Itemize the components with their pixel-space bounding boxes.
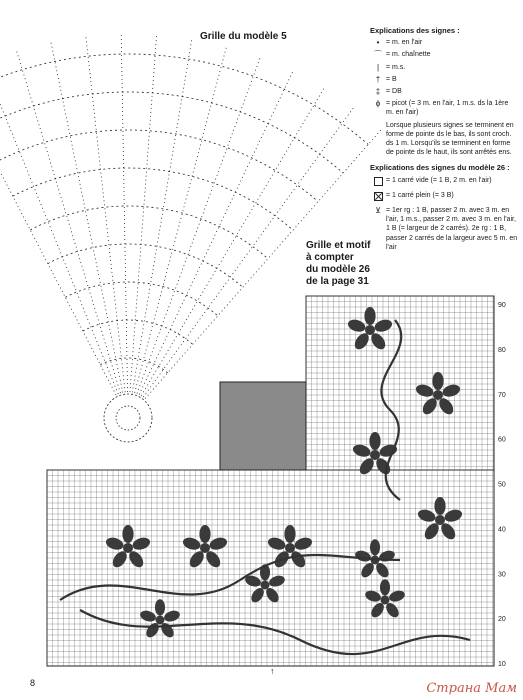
scale-label: 90 bbox=[498, 302, 506, 309]
legend-note: Lorsque plusieurs signes se terminent en forme de pointe ds le bas, ils sont croch. ds 1 m. Lorsqu'ils se terminent en forme de pointe ds le haut, ils sont arrêtés ens. bbox=[386, 121, 514, 157]
scale-label: 30 bbox=[498, 571, 506, 579]
model5-title: Grille du modèle 5 bbox=[200, 31, 287, 42]
scale-label: 50 bbox=[498, 481, 506, 489]
bar-icon: | bbox=[376, 62, 380, 72]
legend-header: Explications des signes : bbox=[370, 26, 460, 35]
legend-text: = B bbox=[386, 75, 397, 83]
watermark-logo: Страна Мам bbox=[426, 681, 517, 696]
scale-label: 20 bbox=[498, 616, 506, 624]
legend-text: = picot (= 3 m. en l'air, 1 m.s. ds la 1ère m. en l'air) bbox=[386, 100, 509, 117]
picot-icon: ϕ bbox=[375, 99, 381, 109]
grille26-line: de la page 31 bbox=[306, 276, 369, 287]
legend-text: = m.s. bbox=[386, 63, 406, 71]
dot-icon: • bbox=[376, 38, 380, 48]
scale-label: 60 bbox=[498, 436, 506, 444]
grille26-line: à compter bbox=[306, 252, 354, 263]
double-treble-icon: ‡ bbox=[375, 87, 381, 97]
scale-label: 10 bbox=[498, 661, 506, 668]
row-scale bbox=[498, 302, 506, 668]
filet-grid bbox=[47, 296, 494, 666]
scale-label: 40 bbox=[498, 526, 506, 534]
treble-icon: † bbox=[375, 74, 381, 84]
grille26-line: du modèle 26 bbox=[306, 264, 370, 275]
grille26-line: Grille et motif bbox=[306, 240, 371, 251]
legend-text: = DB bbox=[386, 88, 402, 96]
legend-text: = 1 carré vide (= 1 B, 2 m. en l'air) bbox=[386, 176, 492, 184]
crochet-fan-diagram bbox=[0, 33, 382, 442]
legend-text: = m. chaînette bbox=[386, 51, 431, 59]
legend-text: = m. en l'air bbox=[386, 39, 423, 47]
legend-text: = 1 carré plein (= 3 B) bbox=[386, 191, 454, 199]
legend-text: = 1er rg : 1 B, passer 2 m. avec 3 m. en l'air, 1 m.s., passer 2 m. avec 3 m. en l'air, 1 B (= largeur de 2 carrés). 2e rg : 1 B, passer 2 carrés de la largeur avec 5 m. en l'air bbox=[386, 207, 518, 251]
legend-header-26: Explications des signes du modèle 26 : bbox=[370, 163, 510, 173]
center-arrow-icon: ↑ bbox=[270, 666, 275, 676]
chain-arc-icon: ⌒ bbox=[374, 50, 382, 60]
page-number: 8 bbox=[30, 678, 36, 688]
scale-label: 70 bbox=[498, 391, 506, 399]
scale-label: 80 bbox=[498, 346, 506, 354]
first-row-icon: ⊻ bbox=[375, 206, 381, 216]
